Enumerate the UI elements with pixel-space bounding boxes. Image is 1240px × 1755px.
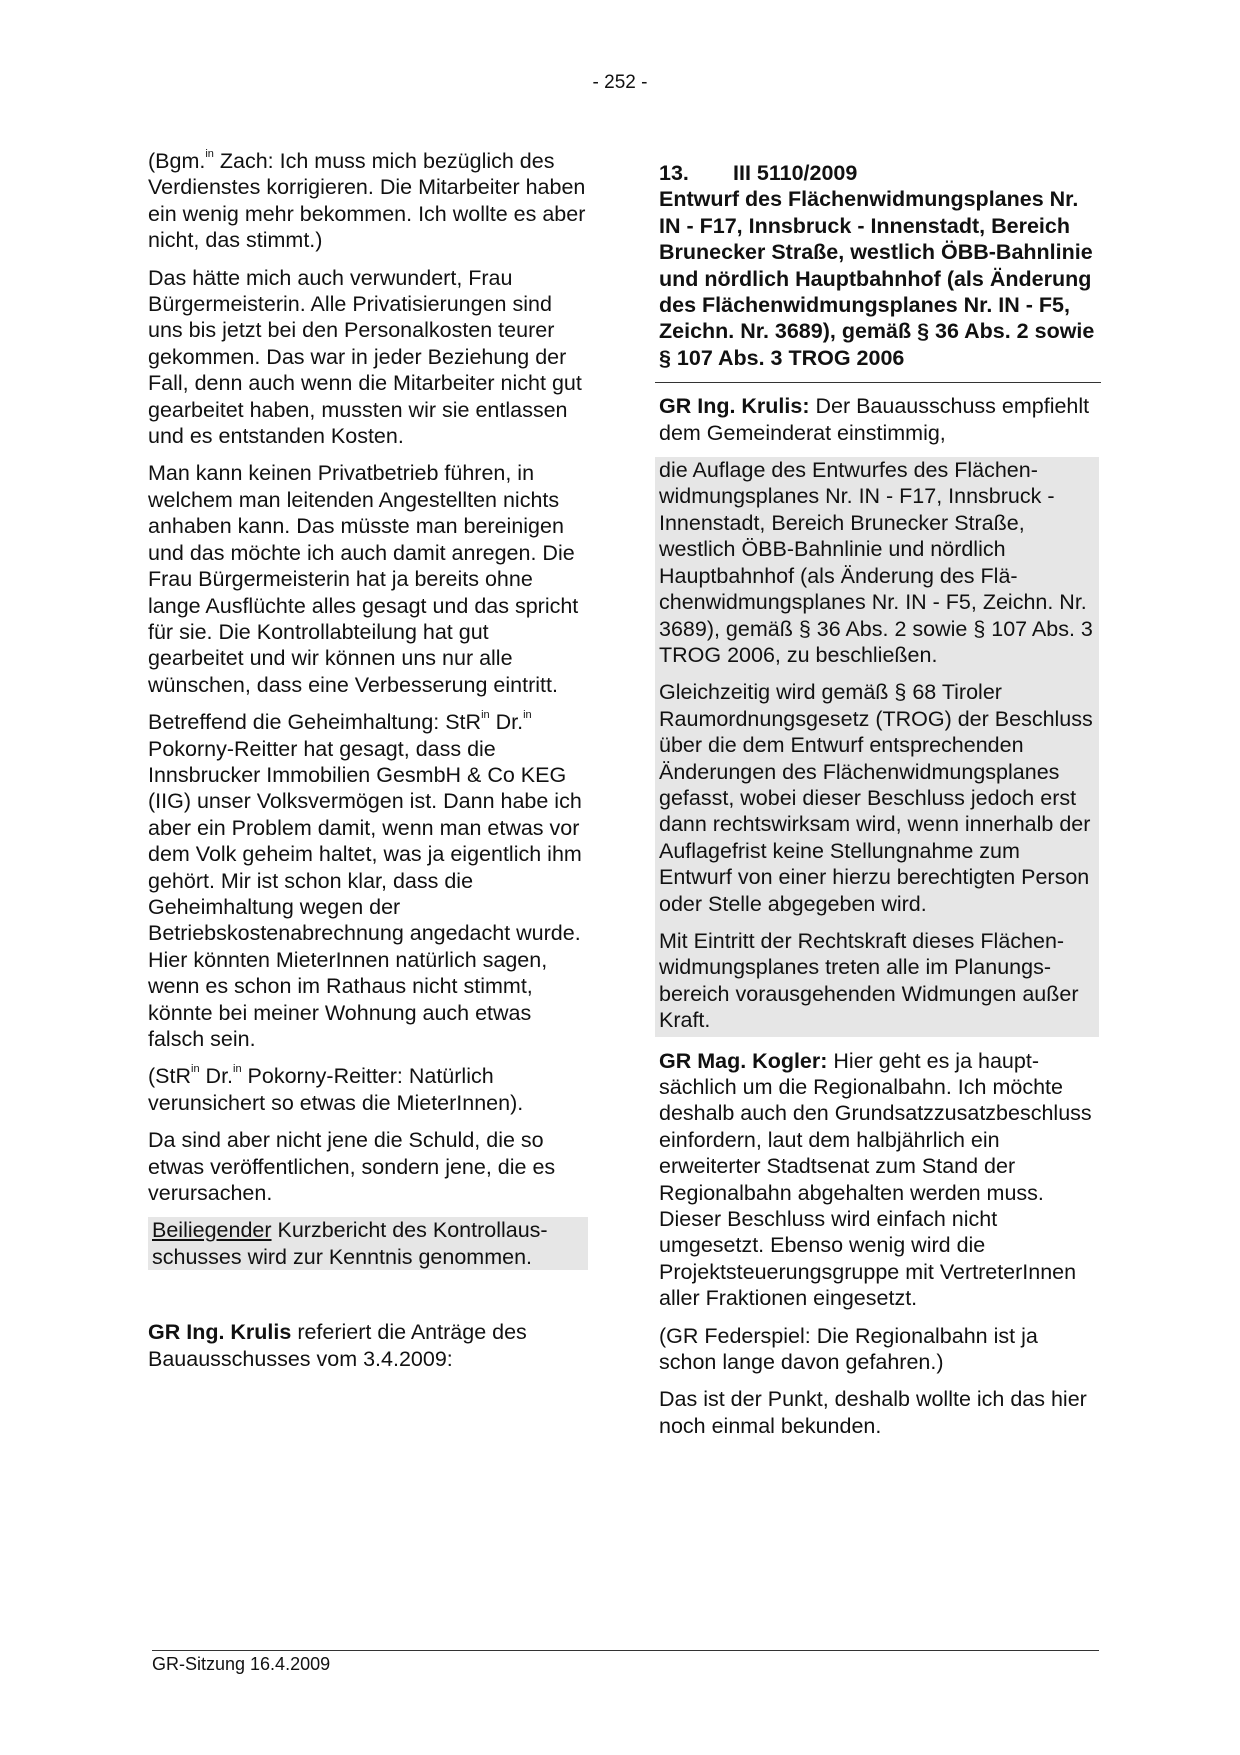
paragraph-punkt: Das ist der Punkt, deshalb wollte ich das hier noch einmal bekunden. <box>659 1387 1087 1438</box>
paragraph-privatisierungen: Das hätte mich auch verwundert, Frau Bürgermeisterin. Alle Privatisierungen sind uns bis jetzt bei den Personalkosten teurer gekommen. Das war in jeder Beziehung der Fall, denn auch wenn die Mitarbeiter nicht gut gearbeitet haben, mussten wir sie entlassen und es entstanden Kosten. <box>148 265 582 449</box>
paragraph-schuld: Da sind aber nicht jene die Schuld, die so etwas veröffentlichen, sondern jene, die es verursachen. <box>148 1128 556 1206</box>
paragraph-privatbetrieb: Man kann keinen Privatbetrieb führen, in welchem man leitenden Angestellten nichts anhaben kann. Das müsste man bereinigen und das möchte ich auch damit anregen. Die Frau Bürgermeisterin hat ja bereits ohne lange Ausflüchte alles gesagt und das spricht für sie. Die Kontrollabteilung hat gut gearbeitet und wir können uns nur alle wünschen, dass eine Verbesserung eintritt. <box>148 461 579 697</box>
paragraph-bgm-zach: (Bgm.$^{in}$ Zach: Ich muss mich bezüglich des Verdienstes korrigieren. Die Mitarbeiter haben ein wenig mehr bekommen. Ich wollte es aber nicht, das stimmt.) <box>148 147 586 253</box>
resolution-kurzbericht: Beiliegender Kurzbericht des Kontrollausschusses wird zur Kenntnis genommen. <box>148 1217 588 1270</box>
agenda-item-header <box>659 160 1099 186</box>
agenda-item-title: Entwurf des Flächenwidmungsplanes Nr. IN - F17, Innsbruck - Innenstadt, Bereich Brunecker Straße, westlich ÖBB-Bahnlinie und nördlich Hauptbahnhof (als Änderung des Flächenwidmungsplanes Nr. IN - F5, Zeichn. Nr. 3689), gemäß § 36 Abs. 2 sowie § 107 Abs. 3 TROG 2006 <box>659 187 1095 370</box>
paragraph-geheimhaltung: Betreffend die Geheimhaltung: StR$^{in}$ Dr.$^{in}$ Pokorny-Reitter hat gesagt, dass die Innsbrucker Immobilien GesmbH & Co KEG (IIG) unser Volksvermögen ist. Dann habe ich aber ein Problem damit, wenn man etwas vor dem Volk geheim haltet, was ja eigentlich ihm gehört. Mir ist schon klar, dass die Geheimhaltung wegen der Betriebskostenabrechnung angedacht wurde. Hier könnten MieterInnen natürlich sagen, wenn es schon im Rathaus nicht stimmt, könnte bei meiner Wohnung auch etwas falsch sein. <box>148 708 582 1051</box>
footer-session-date: GR-Sitzung 16.4.2009 <box>152 1654 331 1674</box>
resolution-auflage: die Auflage des Entwurfes des Flächenwidmungsplanes Nr. IN - F17, Innsbruck - Innenstadt, Bereich Brunecker Straße, westlich ÖBB-Bahnlinie und nördlich Hauptbahnhof (als Änderung des Flächenwidmungsplanes Nr. IN - F5, Zeichn. Nr. 3689), gemäß § 36 Abs. 2 sowie § 107 Abs. 3 TROG 2006, zu beschließen. <box>659 458 1093 667</box>
agenda-item-number: 13. <box>659 161 689 185</box>
paragraph-krulis-empfiehlt: GR Ing. Krulis: Der Bauausschuss empfiehlt dem Gemeinderat einstimmig, <box>659 394 1090 445</box>
page-number: - 252 - <box>592 72 648 93</box>
resolution-gleichzeitig: Gleichzeitig wird gemäß § 68 Tiroler Raumordnungsgesetz (TROG) der Beschluss über die dem Entwurf entsprechenden Änderungen des Flächenwidmungsplanes gefasst, wobei dieser Beschluss jedoch erst dann rechtswirksam wird, wenn innerhalb der Auflagefrist keine Stellungnahme zum Entwurf von einer hierzu berechtigten Person oder Stelle abgegeben wird. <box>659 680 1093 916</box>
resolution-rechtskraft: Mit Eintritt der Rechtskraft dieses Flächenwidmungsplanes treten alle im Planungsbereich vorausgehenden Widmungen außer Kraft. <box>659 928 1079 1033</box>
right-column <box>659 160 1099 1450</box>
footer-divider <box>152 1650 1099 1651</box>
agenda-item-reference: III 5110/2009 <box>733 161 858 185</box>
paragraph-federspiel-interjection: (GR Federspiel: Die Regionalbahn ist ja schon lange davon gefahren.) <box>659 1323 1038 1375</box>
paragraph-krulis-referiert: GR Ing. Krulis referiert die Anträge des Bauausschusses vom 3.4.2009: <box>148 1320 527 1371</box>
paragraph-kogler: GR Mag. Kogler: Hier geht es ja hauptsächlich um die Regionalbahn. Ich möchte deshalb auch den Grundsatzzusatzbeschluss einfordern, laut dem halbjährlich ein erweiterter Stadtsenat zum Stand der Regionalbahn abgehalten werden muss. Dieser Beschluss wird einfach nicht umgesetzt. Ebenso wenig wird die Projektsteuerungsgruppe mit VertreterInnen aller Fraktionen eingesetzt. <box>659 1048 1092 1311</box>
left-column <box>148 148 588 1383</box>
resolution-block <box>655 457 1099 1037</box>
title-divider <box>655 382 1101 383</box>
paragraph-pokorny-reitter-interjection: (StR$^{in}$ Dr.$^{in}$ Pokorny-Reitter: Natürlich verunsichert so etwas die MieterInnen). <box>148 1063 524 1115</box>
